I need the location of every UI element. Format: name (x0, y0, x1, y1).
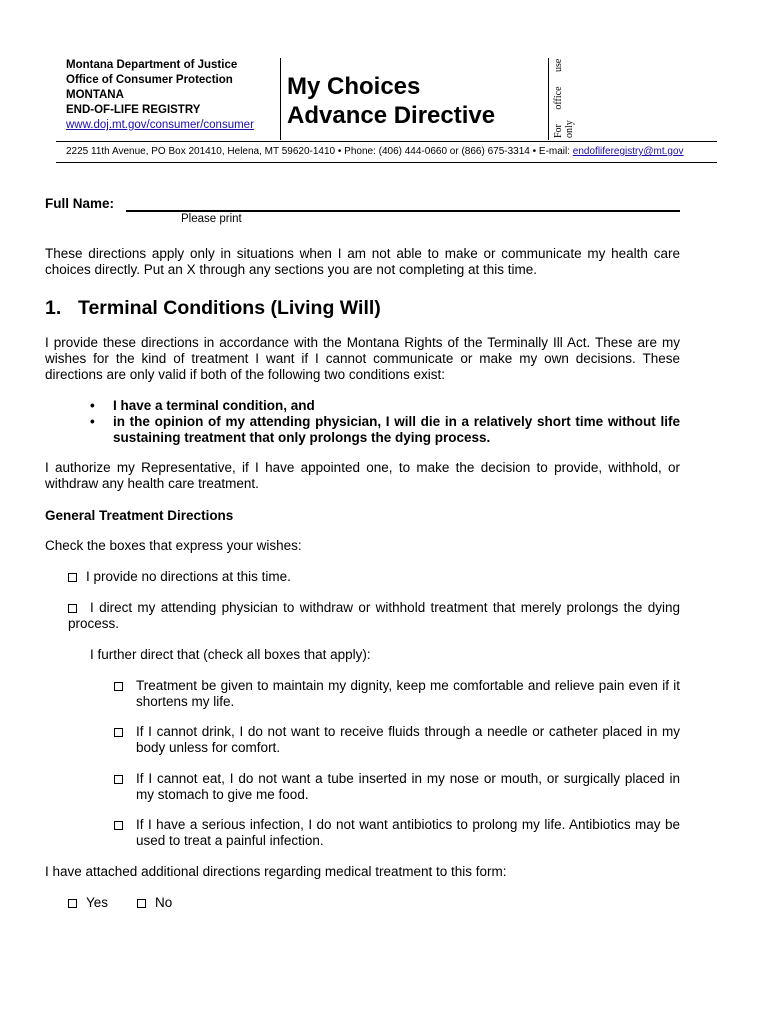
page-title (287, 72, 495, 130)
full-name-hint: Please print (181, 213, 242, 225)
header-divider (280, 58, 281, 140)
email-link[interactable]: endofliferegistry@mt.gov (572, 146, 684, 157)
agency-line: MONTANA (66, 89, 124, 101)
sub-option-row (114, 678, 680, 710)
contact-address (66, 145, 684, 159)
title-line: Advance Directive (287, 102, 496, 129)
bullet-item: in the opinion of my attending physician, I will die in a relatively short time without life sustaining treatment that only prolongs the dying process. (113, 414, 680, 445)
agency-line: Office of Consumer Protection (66, 74, 233, 86)
bullet-dot: • (90, 398, 95, 413)
section-paragraph: I provide these directions in accordance with the Montana Rights of the Terminally Ill Act. These are my wishes for the kind of treatment I want if I cannot communicate or make my own decisions. These directions are only valid if both of the following two conditions exist: (45, 335, 680, 382)
office-use-label: For office use only (553, 58, 575, 138)
section-number: 1. (45, 297, 62, 319)
sub-option-row (114, 817, 680, 849)
sub-option-label: If I cannot drink, I do not want to receive fluids through a needle or catheter placed in my body unless for comfort. (136, 724, 680, 755)
sub-option-label: Treatment be given to maintain my dignity, keep me comfortable and relieve pain even if it shortens my life. (136, 678, 680, 709)
sub-option-row (114, 771, 680, 803)
checkbox[interactable] (114, 682, 123, 691)
representative-paragraph: I authorize my Representative, if I have appointed one, to make the decision to provide, withhold, or withdraw any health care treatment. (45, 460, 680, 491)
section-title: Terminal Conditions (Living Will) (78, 297, 381, 319)
agency-block (66, 58, 254, 133)
sub-option-label: If I have a serious infection, I do not want antibiotics to prolong my life. Antibiotics may be used to treat a painful infection. (136, 817, 680, 848)
checkbox[interactable] (68, 573, 77, 582)
option-label: I provide no directions at this time. (86, 569, 291, 584)
divider-line (56, 162, 717, 163)
section-heading (45, 297, 381, 320)
yes-label: Yes (86, 895, 109, 910)
option-label: I direct my attending physician to withdraw or withhold treatment that merely prolongs the dying process. (68, 600, 680, 631)
further-directions: I further direct that (check all boxes that apply): (90, 647, 371, 662)
header-divider (548, 58, 549, 140)
checkbox-no[interactable] (137, 899, 146, 908)
attached-directions: I have attached additional directions regarding medical treatment to this form: (45, 864, 507, 879)
title-line: My Choices (287, 73, 421, 100)
website-link[interactable]: www.doj.mt.gov/consumer/consumer (66, 119, 254, 131)
checkbox[interactable] (68, 604, 77, 613)
no-option (137, 895, 172, 911)
option-row (68, 600, 680, 632)
agency-line: Montana Department of Justice (66, 59, 238, 71)
general-directions-heading: General Treatment Directions (45, 508, 234, 523)
checkbox[interactable] (114, 728, 123, 737)
check-intro: Check the boxes that express your wishes: (45, 538, 302, 553)
full-name-label: Full Name: (45, 196, 115, 211)
bullet-dot: • (90, 414, 95, 429)
address-text: 2225 11th Avenue, PO Box 201410, Helena, MT 59620-1410 • Phone: (406) 444-0660 or (866) 675-3314 • E-mail: (66, 146, 573, 157)
divider-line (56, 141, 717, 142)
checkbox[interactable] (114, 821, 123, 830)
yes-option (68, 895, 108, 911)
bullet-item: I have a terminal condition, and (113, 398, 315, 413)
no-label: No (155, 895, 173, 910)
sub-option-row (114, 724, 680, 756)
agency-line: END-OF-LIFE REGISTRY (66, 104, 201, 116)
intro-paragraph: These directions apply only in situations when I am not able to make or communicate my health care choices directly. Put an X through any sections you are not completing at this time. (45, 246, 680, 277)
checkbox-yes[interactable] (68, 899, 77, 908)
checkbox[interactable] (114, 775, 123, 784)
full-name-field[interactable] (126, 210, 680, 212)
option-row (68, 569, 291, 585)
sub-option-label: If I cannot eat, I do not want a tube inserted in my nose or mouth, or surgically placed in my stomach to give me food. (136, 771, 680, 802)
